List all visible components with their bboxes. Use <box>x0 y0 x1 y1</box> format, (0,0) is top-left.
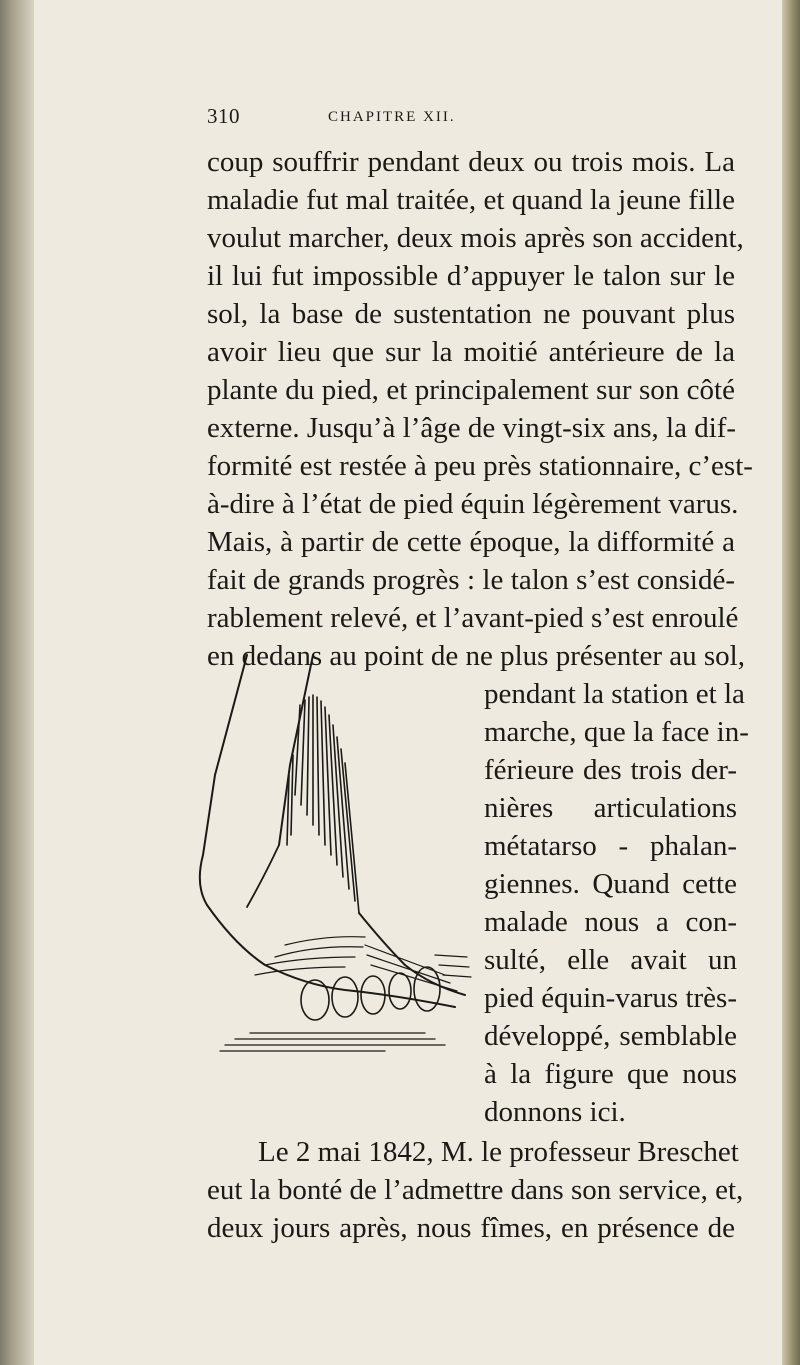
side-line: giennes. Quand cette <box>484 868 737 900</box>
ankle-crease <box>247 845 279 907</box>
body-line: rablement relevé, et l’avant-pied s’est enroulé <box>207 602 739 634</box>
body-line: maladie fut mal traitée, et quand la jeune fille <box>207 184 735 216</box>
body-line: il lui fut impossible d’appuyer le talon sur le <box>207 260 735 292</box>
side-line: sulté, elle avait un <box>484 944 737 976</box>
body-line: à-dire à l’état de pied équin légèrement varus. <box>207 488 739 520</box>
body-line: avoir lieu que sur la moitié antérieure de la <box>207 336 735 368</box>
body-line: Mais, à partir de cette époque, la difformité a <box>207 526 735 558</box>
page-edge-left <box>0 0 34 1365</box>
body-line: fait de grands progrès : le talon s’est considé- <box>207 564 735 596</box>
body-line: eut la bonté de l’admettre dans son service, et, <box>207 1174 744 1206</box>
body-line: sol, la base de sustentation ne pouvant plus <box>207 298 735 330</box>
side-line: métatarso - phalan- <box>484 830 737 862</box>
body-line: voulut marcher, deux mois après son accident, <box>207 222 744 254</box>
side-line: marche, que la face in- <box>484 716 749 748</box>
page-header <box>0 104 800 134</box>
side-line: donnons ici. <box>484 1096 626 1128</box>
side-line: férieure des trois der- <box>484 754 737 786</box>
body-line: externe. Jusqu’à l’âge de vingt-six ans, la dif- <box>207 412 737 444</box>
body-line: plante du pied, et principalement sur son côté <box>207 374 735 406</box>
side-line: à la figure que nous <box>484 1058 737 1090</box>
page-number: 310 <box>207 104 240 128</box>
side-line: développé, semblable <box>484 1020 737 1052</box>
page-edge-right <box>782 0 800 1365</box>
side-line: pied équin-varus très- <box>484 982 737 1014</box>
foot-illustration <box>195 645 480 1060</box>
running-head: CHAPITRE XII. <box>328 109 456 125</box>
side-line: malade nous a con- <box>484 906 737 938</box>
body-line: formité est restée à peu près stationnaire, c’est- <box>207 450 753 482</box>
body-line: en dedans au point de ne plus présenter au sol, <box>207 640 745 672</box>
body-line: Le 2 mai 1842, M. le professeur Breschet <box>258 1136 739 1168</box>
leg-outline-back <box>200 655 247 905</box>
side-line: nières articulations <box>484 792 737 824</box>
ground-lines <box>220 1033 445 1051</box>
sole-outline <box>207 905 455 1007</box>
side-line: pendant la station et la <box>484 678 745 710</box>
body-line: coup souffrir pendant deux ou trois mois. La <box>207 146 735 178</box>
body-line: deux jours après, nous fîmes, en présence de <box>207 1212 735 1244</box>
